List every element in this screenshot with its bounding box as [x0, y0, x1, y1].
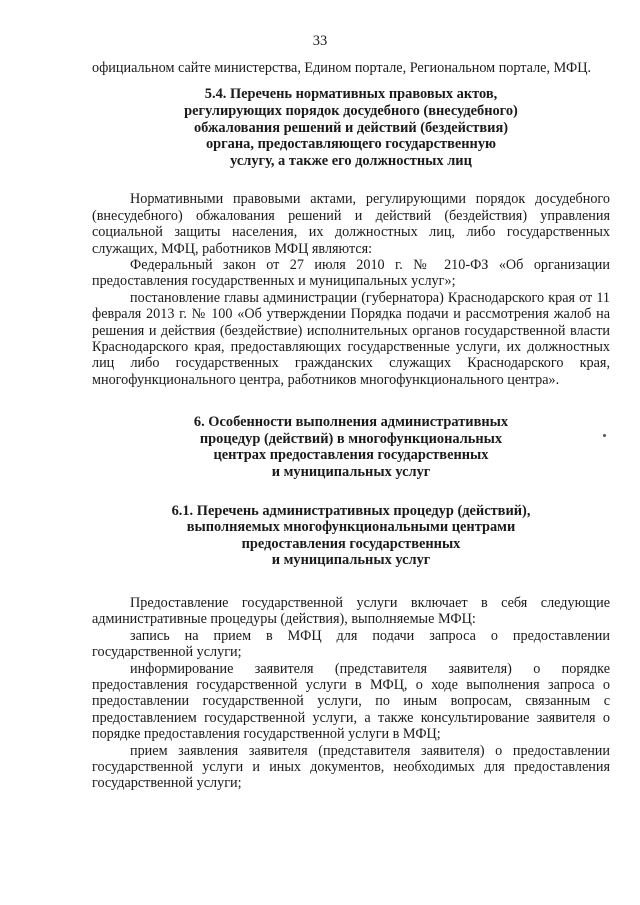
heading-line: услугу, а также его должностных лиц — [230, 152, 472, 169]
paragraph: информирование заявителя (представителя заявителя) о порядке предоставления государственной услуги в МФЦ, о ходе выполнения запроса о предоставлении государственной услуги, по иным вопросам, связанным с предоставлением государственной услуги, а также консультирование заявителя о порядке предоставления государственной услуги в МФЦ; — [92, 660, 610, 743]
heading-line: 6.1. Перечень административных процедур (действий), — [171, 502, 531, 519]
paragraph: Предоставление государственной услуги включает в себя следующие административные процедуры (действия), выполняемые МФЦ: — [92, 595, 610, 628]
heading-line: регулирующих порядок досудебного (внесудебного) — [184, 103, 518, 119]
scan-dot-mark — [603, 434, 606, 437]
heading-line: выполняемых многофункциональными центрами — [186, 519, 516, 536]
heading-line: центрах предоставления государственных — [213, 447, 489, 464]
paragraph: Нормативными правовыми актами, регулирующими порядок досудебного (внесудебного) обжалования решений и действий (бездействия) управления социальной защиты населения, их должностных лиц, либо государственных служащих, МФЦ, работников МФЦ являются: — [92, 191, 610, 257]
paragraph: прием заявления заявителя (представителя заявителя) о предоставлении государственной услуги и иных документов, необходимых для предоставления государственной услуги; — [92, 742, 610, 792]
heading-line: и муниципальных услуг — [271, 552, 431, 569]
section-5-4-heading — [92, 86, 610, 169]
section-6-1-heading — [92, 503, 610, 569]
heading-line: и муниципальных услуг — [271, 464, 431, 481]
heading-line: процедур (действий) в многофункциональных — [199, 430, 503, 447]
heading-line: 6. Особенности выполнения административных — [193, 414, 509, 431]
heading-line: предоставления государственных — [241, 535, 461, 552]
paragraph: запись на прием в МФЦ для подачи запроса о предоставлении государственной услуги; — [92, 627, 610, 661]
heading-line: органа, предоставляющего государственную — [205, 136, 497, 153]
section-6-heading — [92, 414, 610, 480]
document-body — [92, 60, 610, 792]
page-number: 33 — [312, 33, 328, 49]
intro-paragraph: официальном сайте министерства, Едином портале, Региональном портале, МФЦ. — [92, 60, 592, 76]
heading-line: обжалования решений и действий (бездействия) — [193, 119, 509, 136]
heading-line: 5.4. Перечень нормативных правовых актов, — [204, 86, 498, 103]
paragraph: постановление главы администрации (губернатора) Краснодарского края от 11 февраля 2013 г. № 100 «Об утверждении Порядка подачи и рассмотрения жалоб на решения и действия (бездействие) исполнительных органов государственной власти Краснодарского края, предоставляющих государственные услуги, их должностных лиц либо государственных гражданских служащих Краснодарского края, многофункционального центра, работников многофункционального центра». — [92, 289, 610, 388]
paragraph: Федеральный закон от 27 июля 2010 г. № 210-ФЗ «Об организации предоставления государственных и муниципальных услуг»; — [92, 257, 610, 290]
